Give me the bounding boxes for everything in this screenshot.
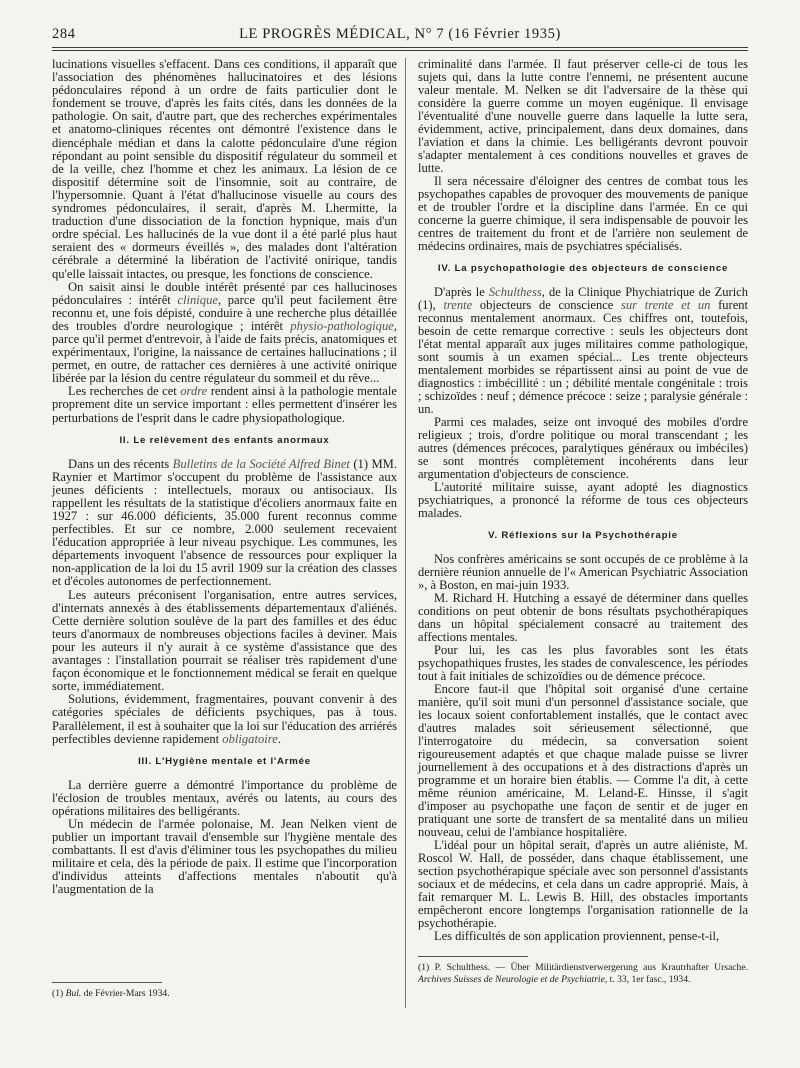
- page-number: 284: [52, 26, 76, 42]
- paragraph: Il sera nécessaire d'éloigner des centres de combat tous les psychopathes capables de provoquer des mouvements de panique et de troubler l'ordre et la discipline dans l'armée. En ce qui concerne la guerre chimique, il sera indispensable de pouvoir les centres de traitement du front et de l'arrière non seulement de médecins ordinaires, mais de psychiatres spécialisés.: [418, 174, 748, 253]
- paragraph: La derrière guerre a démontré l'importance du problème de l'éclosion de troubles mentaux, avérés ou latents, au cours des opérations militaires des belligérants.: [52, 777, 397, 818]
- paragraph: Solutions, évidemment, fragmentaires, pouvant convenir à des catégories spéciales de déficients psychiques, pas à tous. Parallèlement, il est à souhaiter que la loi sur l'éducation des arriérés perfectibles devienne rapidement obligatoire.: [52, 692, 397, 746]
- paragraph: lucinations visuelles s'effacent. Dans ces conditions, il apparaît que l'association des phénomènes hallucinatoires et des lésions pédonculaires répond à un ordre de faits particulier dont le fondement se trouve, d'après les faits cités, dans les données de la pathologie. On sait, d'autre part, que des recherches expérimentales et anatomo-cliniques récentes ont démontré l'existence dans le diencéphale médian et dans la calotte pédonculaire d'une région répondant au point sensible du dispositif régulateur du sommeil et de la veille, chez l'homme et chez les animaux. La lésion de ce dispositif détermine soit de l'insomnie, soit au contraire, de l'hypersomnie. Quant à l'état d'hallucinose visuelle au cours des syndromes pédonculaires, il serait, d'après M. Lhermitte, la traduction d'une dissociation de la fonction hypnique, mais d'un ordre spécial. Les hallucinés de la vue dont il a été parlé plus haut seraient des « dormeurs éveillés », des malades dont l'altération cérébrale a déterminé la libération de l'activité onirique, tandis qu'elle laissait intactes, ou presque, les fonctions de conscience.: [52, 57, 397, 281]
- footnote-rule: [52, 982, 162, 983]
- running-title: LE PROGRÈS MÉDICAL, N° 7 (16 Février 1935): [239, 26, 561, 42]
- paragraph: Les difficultés de son application proviennent, pense-t-il,: [434, 929, 720, 943]
- section-heading: IV. La psychopathologie des objecteurs de conscience: [437, 263, 729, 274]
- section-heading: II. Le relèvement des enfants anormaux: [119, 434, 330, 446]
- paragraph: Les auteurs préconisent l'organisation, entre autres services, d'internats annexés à des établissements départementaux d'aliénés. Cette dernière solution soulève de la part des familles et des éduc teurs d'anormaux de nombreuses objections faciles à deviner. Mais pour les auteurs il n'y aurait à ce système d'assistance que des avantages : l'installation pourrait se réaliser très rapidement d'une façon économique et le fonctionnement médical se ferait en quelque sorte, immédiatement.: [52, 587, 397, 694]
- footnote: (1) Bul. de Février-Mars 1934.: [52, 988, 170, 999]
- header-rule-double: [52, 50, 748, 51]
- paragraph: Les recherches de cet ordre rendent ainsi à la pathologie mentale proprement dite un service important : elles permettent d'insérer les perturbations de l'esprit dans le cadre physiopathologique.: [52, 384, 397, 425]
- column-divider: [405, 58, 406, 1008]
- section-heading: III. L'Hygiène mentale et l'Armée: [138, 755, 311, 767]
- footnote-rule: [418, 956, 528, 957]
- paragraph: D'après le Schulthess, de la Clinique Phychiatrique de Zurich (1), trente objecteurs de conscience sur trente et un furent reconnus mentalement anormaux. Ces chiffres ont, toutefois, besoin de cette remarque corrective : seuls les objecteurs dont l'état mental apparaît aux juges militaires comme pathologique, sont soumis à un examen spécial... Les trente objecteurs mentalement morbides se répartissent ainsi au point de vue de diagnostics : imbécillité : un ; débilité mentale congénitale : trois ; schizoïdes : neuf ; démence précoce : seize ; paralysie générale : un.: [418, 285, 748, 416]
- paragraph: Un médecin de l'armée polonaise, M. Jean Nelken vient de publier un important travail d'ensemble sur l'hygiène mentale des combattants. Il est d'avis d'éliminer tous les psychopathes du milieu militaire et cela, dès la période de paix. Il estime que l'incorporation d'individus atteints d'affections mentales n'aboutit qu'à l'augmentation de la: [52, 816, 397, 897]
- paragraph: On saisit ainsi le double intérêt présenté par ces hallucinoses pédonculaires : intérêt clinique, parce qu'il peut facilement être reconnu et, une fois dépisté, conduire à une recherche plus détaillée des troubles d'ordre neurologique ; intérêt physio-pathologique, parce qu'il permet d'entrevoir, à l'aide de faits précis, anatomiques et expérimentaux, l'origine, la naissance de certaines hallucinations ; il permet, en outre, de rattacher ces dernières à une activité onirique libérée par la lésion du centre régulateur du sommeil et du rêve...: [52, 279, 397, 386]
- paragraph: M. Richard H. Hutching a essayé de déterminer dans quelles conditions on peut obtenir de bons résultats psychothérapiques dans un hôpital spécialement consacré au traitement des affections mentales.: [418, 591, 748, 644]
- paragraph: L'autorité militaire suisse, ayant adopté les diagnostics psychiatriques, a prononcé la réforme de tous ces objecteurs malades.: [418, 480, 748, 520]
- paragraph: Pour lui, les cas les plus favorables sont les états psychopathiques frustes, les stades de convalescence, les périodes tout à fait initiales de schizoïdies ou de démence précoce.: [418, 643, 748, 683]
- footnote: (1) P. Schulthess. — Über Militärdienstverwergerung aus Krautrhafter Ursache. Archives Suisses de Neurologie et de Psychiatrie, t. 33, 1er fasc., 1934.: [418, 962, 748, 985]
- paragraph: Dans un des récents Bulletins de la Société Alfred Binet (1) MM. Raynier et Martimor s'occupent du problème de l'assistance aux jeunes déficients : intellectuels, moraux ou antisociaux. Ils rappellent les résultats de la statistique d'écoliers anormaux faite en 1927 : sur 46.000 déficients, 35.000 furent reconnus comme perfectibles. Et sur ce nombre, 2.000 seulement recevaient l'éducation appropriée à leur niveau psychique. Les communes, les départements invoquent l'absence de ressources pour expliquer la non-application de la loi du 15 avril 1909 sur la création des classes et d'écoles autonomes de perfectionnement.: [52, 456, 397, 589]
- paragraph: Parmi ces malades, seize ont invoqué des mobiles d'ordre religieux ; trois, d'ordre politique ou moral transcendant ; les autres (démences précoces, paralytiques généraux ou imbéciles) se sont montrés complètement incohérents dans leur argumentation d'objecteurs de conscience.: [418, 415, 748, 481]
- paragraph: Nos confrères américains se sont occupés de ce problème à la dernière réunion annuelle de l'« American Psychiatric Association », à Boston, en mai-juin 1933.: [418, 552, 748, 592]
- running-header: [52, 26, 748, 48]
- section-heading: V. Réflexions sur la Psychothérapie: [488, 530, 678, 541]
- header-rule: [52, 47, 748, 48]
- paragraph: Encore faut-il que l'hôpital soit organisé d'une certaine manière, qu'il soit muni d'un personnel d'assistance sociale, que les locaux soient confortablement installés, que le contact avec d'autres malades soit sérieusement sélectionné, que l'interrogatoire du médecin, sa conversation soient rigoureusement adaptés et que chaque malade puisse se livrer journellement à des occupations et à des distractions d'après un programme et un horaire bien établis. — Comme l'a dit, à cette même réunion américaine, M. Leland-E. Hinsse, il s'agit d'imposer au psychopathe une façon de sentir et de juger en pratiquant une sorte de transfert de sa mentalité dans un milieu nouveau, celui de l'ambiance hospitalière.: [418, 682, 748, 839]
- left-column: [52, 58, 397, 897]
- paragraph: criminalité dans l'armée. Il faut préserver celle-ci de tous les sujets qui, dans la lutte contre l'ennemi, ne présentent aucune valeur mentale. M. Nelken se dit l'adversaire de la thèse qui considère la guerre comme un moyen eugénique. Il envisage l'éventualité d'une nouvelle guerre dans laquelle la lutte sera, évidemment, active, principalement, dans deux domaines, dans l'aviation et dans la chimie. Les belligérants devront pouvoir s'adapter mentalement à ces conditions nouvelles et graves de lutte.: [418, 57, 748, 175]
- paragraph: L'idéal pour un hôpital serait, d'après un autre aliéniste, M. Roscol W. Hall, de posséder, dans chaque établissement, une section psychothérapique spéciale avec son personnel d'assistants sociaux et de médecins, et cela dans un cadre approprié. Mais, à fait remarquer M. L. Lewis B. Hill, des obstacles importants empêcheront encore longtemps l'organisation rationnelle de la psychothérapie.: [418, 838, 748, 930]
- right-column: [418, 58, 748, 943]
